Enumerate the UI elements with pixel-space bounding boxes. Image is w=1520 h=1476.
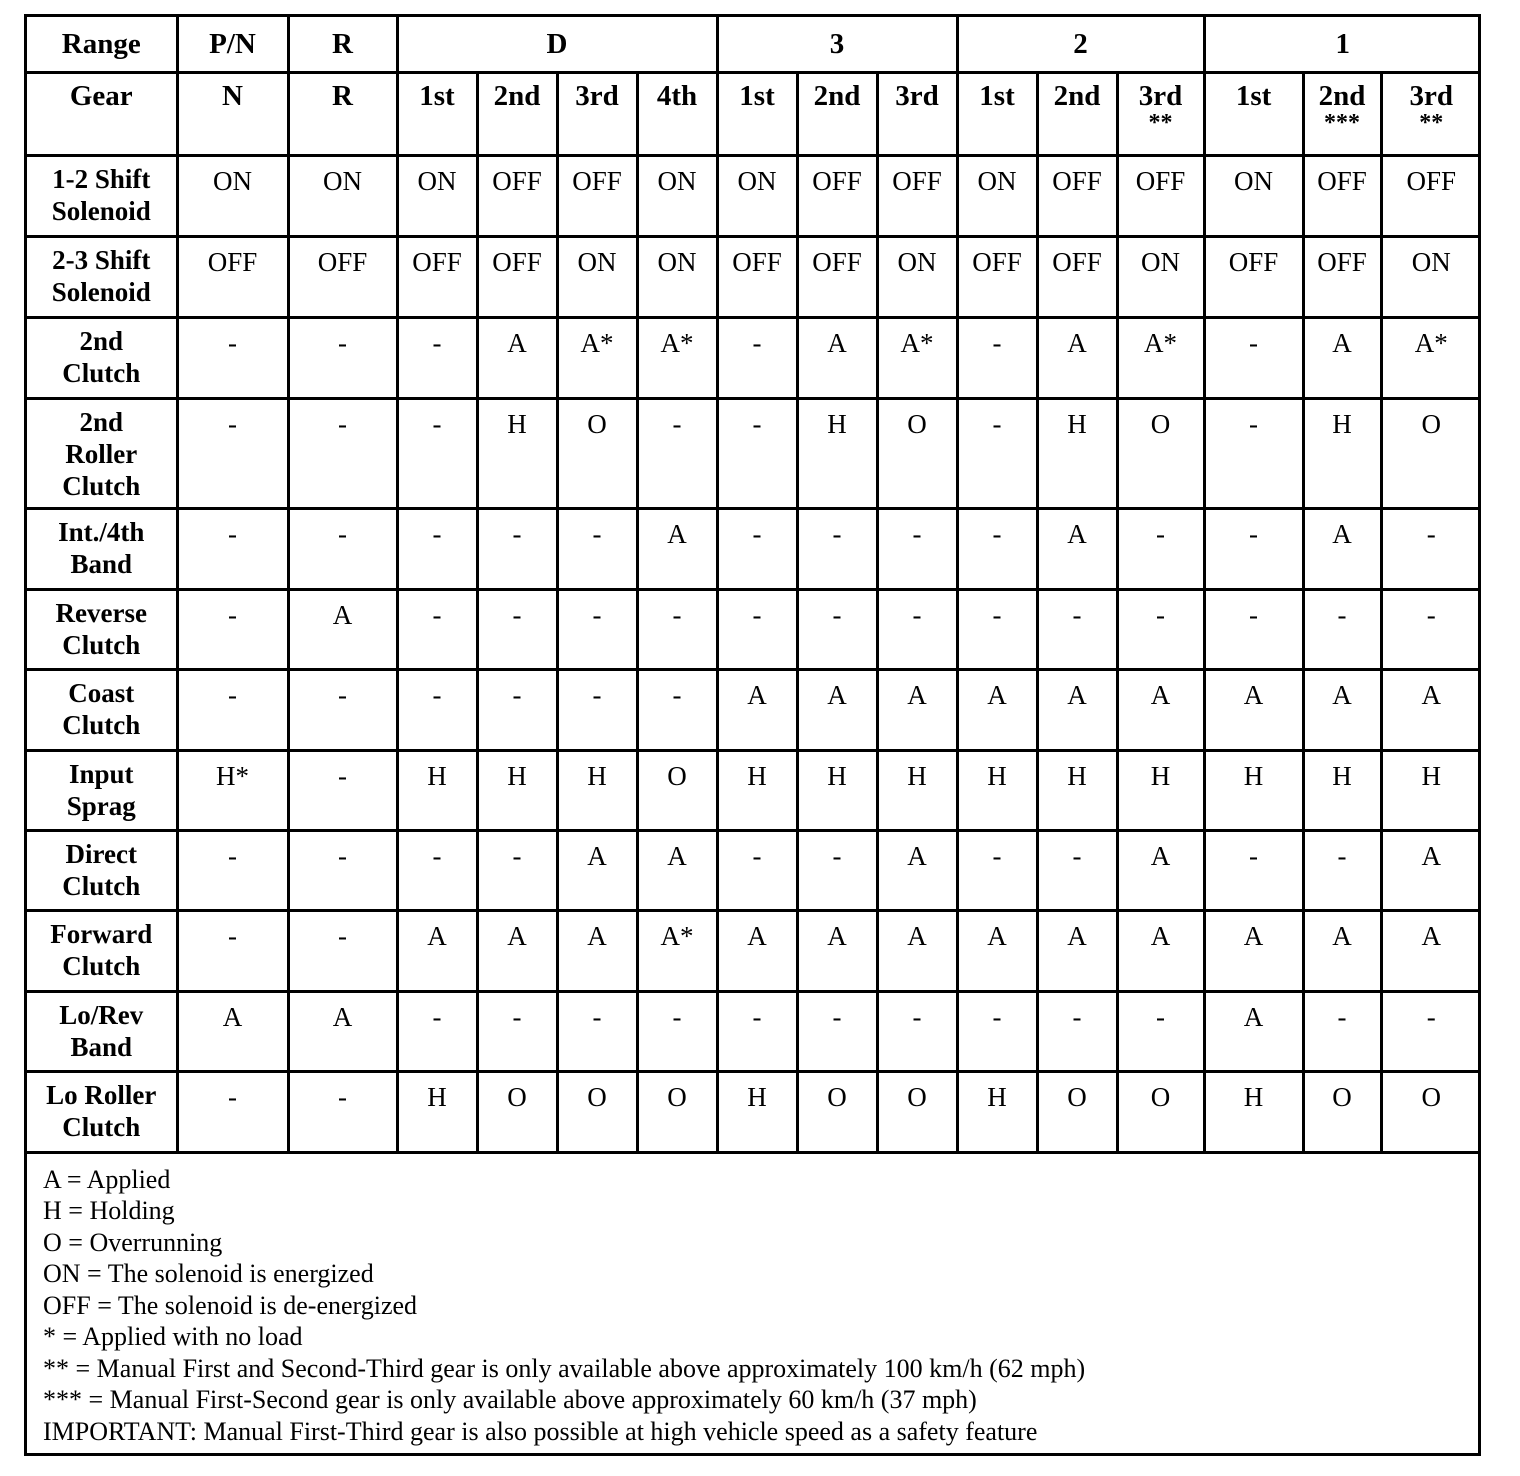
component-row — [27, 589, 1480, 669]
state-cell: H — [1381, 750, 1480, 830]
state-cell: A — [1117, 830, 1204, 910]
state-cell: - — [288, 317, 397, 398]
gear-label: 2nd — [813, 79, 861, 112]
component-label — [27, 589, 177, 669]
state-cell: OFF — [1303, 236, 1381, 317]
state-cell: - — [557, 589, 637, 669]
state-cell: O — [1117, 398, 1204, 508]
component-label — [27, 830, 177, 910]
state-cell: H — [557, 750, 637, 830]
state-cell: H — [1303, 398, 1381, 508]
state-cell: H — [797, 398, 877, 508]
gear-label: 1st — [739, 79, 775, 112]
state-cell: OFF — [717, 236, 797, 317]
component-application-table — [27, 17, 1480, 1154]
state-cell: H — [957, 1071, 1037, 1152]
state-cell: - — [1037, 830, 1117, 910]
state-cell: OFF — [557, 155, 637, 236]
state-cell: - — [1381, 991, 1480, 1071]
state-cell: ON — [177, 155, 288, 236]
state-cell: - — [1381, 589, 1480, 669]
state-cell: ON — [877, 236, 957, 317]
state-cell: - — [717, 991, 797, 1071]
state-cell: ON — [957, 155, 1037, 236]
gear-label: 1st — [419, 79, 455, 112]
state-cell: A* — [1381, 317, 1480, 398]
state-cell: - — [397, 669, 477, 750]
state-cell: - — [957, 508, 1037, 589]
row-label-line: Lo/Rev — [59, 999, 144, 1030]
state-cell: - — [288, 830, 397, 910]
state-cell: A — [957, 669, 1037, 750]
state-cell: O — [877, 398, 957, 508]
range-row — [27, 17, 1480, 72]
state-cell: A — [1303, 910, 1381, 991]
gear-header-cell — [1117, 72, 1204, 155]
state-cell: O — [557, 398, 637, 508]
state-cell: - — [177, 669, 288, 750]
state-cell: A — [1204, 669, 1303, 750]
state-cell: - — [177, 317, 288, 398]
state-cell: O — [477, 1071, 557, 1152]
gear-header-cell — [1204, 72, 1303, 155]
component-label — [27, 669, 177, 750]
state-cell: OFF — [477, 236, 557, 317]
state-cell: O — [797, 1071, 877, 1152]
state-cell: - — [177, 830, 288, 910]
state-cell: - — [797, 508, 877, 589]
state-cell: A — [877, 830, 957, 910]
state-cell: A — [397, 910, 477, 991]
state-cell: H — [957, 750, 1037, 830]
gear-label: 3rd — [1138, 79, 1183, 112]
legend — [27, 1154, 1478, 1448]
state-cell: H — [877, 750, 957, 830]
state-cell: - — [1204, 508, 1303, 589]
gear-label: 4th — [656, 79, 698, 112]
state-cell: - — [557, 669, 637, 750]
state-cell: - — [717, 508, 797, 589]
component-label — [27, 991, 177, 1071]
state-cell: A* — [1117, 317, 1204, 398]
row-label-line: Clutch — [62, 1111, 141, 1142]
state-cell: A — [1037, 910, 1117, 991]
state-cell: A* — [557, 317, 637, 398]
state-cell: ON — [557, 236, 637, 317]
component-row — [27, 236, 1480, 317]
state-cell: - — [957, 589, 1037, 669]
state-cell: - — [1204, 398, 1303, 508]
component-row — [27, 508, 1480, 589]
state-cell: - — [1117, 589, 1204, 669]
state-cell: - — [477, 830, 557, 910]
state-cell: - — [797, 589, 877, 669]
component-row — [27, 398, 1480, 508]
state-cell: - — [1204, 589, 1303, 669]
row-label-line: 2-3 Shift — [52, 244, 151, 275]
state-cell: H — [1204, 1071, 1303, 1152]
state-cell: H — [1204, 750, 1303, 830]
component-row — [27, 750, 1480, 830]
state-cell: A — [717, 669, 797, 750]
state-cell: A — [1381, 910, 1480, 991]
state-cell: - — [1303, 589, 1381, 669]
state-cell: - — [797, 830, 877, 910]
range-header-label: Range — [27, 17, 177, 72]
gear-header-cell — [477, 72, 557, 155]
row-label-line: Clutch — [62, 470, 141, 501]
component-label — [27, 750, 177, 830]
gear-header-cell — [717, 72, 797, 155]
state-cell: A — [1037, 317, 1117, 398]
state-cell: A — [1117, 910, 1204, 991]
row-label-line: Clutch — [62, 870, 141, 901]
state-cell: A — [557, 830, 637, 910]
row-label-line: Clutch — [62, 709, 141, 740]
component-row — [27, 830, 1480, 910]
state-cell: A — [1303, 317, 1381, 398]
state-cell: - — [717, 589, 797, 669]
state-cell: - — [477, 991, 557, 1071]
component-label — [27, 1071, 177, 1152]
shift-chart — [24, 14, 1481, 1456]
state-cell: H — [797, 750, 877, 830]
state-cell: ON — [288, 155, 397, 236]
row-label-line: Direct — [65, 838, 137, 869]
state-cell: - — [1303, 991, 1381, 1071]
state-cell: H — [477, 750, 557, 830]
state-cell: - — [477, 589, 557, 669]
row-label-line: Input — [68, 758, 134, 789]
state-cell: A — [877, 910, 957, 991]
state-cell: A — [1381, 669, 1480, 750]
gear-label: 3rd — [575, 79, 619, 112]
state-cell: ON — [397, 155, 477, 236]
state-cell: OFF — [1303, 155, 1381, 236]
gear-label: 2nd — [493, 79, 541, 112]
row-label-line: Clutch — [62, 357, 141, 388]
state-cell: ON — [637, 236, 717, 317]
row-label-line: Forward — [50, 918, 153, 949]
state-cell: ON — [637, 155, 717, 236]
row-label-line: Band — [70, 548, 133, 579]
legend-line: H = Holding — [43, 1196, 175, 1225]
state-cell: A — [797, 669, 877, 750]
state-cell: A — [1303, 508, 1381, 589]
component-label — [27, 398, 177, 508]
gear-header-cell — [1381, 72, 1480, 155]
state-cell: OFF — [797, 155, 877, 236]
state-cell: - — [637, 991, 717, 1071]
row-label-line: Roller — [65, 438, 138, 469]
gear-row — [27, 72, 1480, 155]
state-cell: - — [397, 589, 477, 669]
gear-footnote-marker: ** — [1148, 109, 1173, 136]
state-cell: - — [1117, 991, 1204, 1071]
state-cell: A — [1204, 910, 1303, 991]
state-cell: A — [477, 317, 557, 398]
row-label-line: Coast — [68, 677, 135, 708]
gear-header-label: Gear — [27, 72, 177, 155]
state-cell: - — [177, 1071, 288, 1152]
range-header-cell: 1 — [1204, 17, 1480, 72]
range-header-cell: D — [397, 17, 717, 72]
gear-label: 1st — [979, 79, 1015, 112]
state-cell: H — [1037, 398, 1117, 508]
state-cell: - — [1037, 589, 1117, 669]
component-row — [27, 1071, 1480, 1152]
component-row — [27, 910, 1480, 991]
range-header-cell: R — [288, 17, 397, 72]
gear-header-cell — [797, 72, 877, 155]
state-cell: A — [1303, 669, 1381, 750]
component-row — [27, 317, 1480, 398]
state-cell: - — [717, 398, 797, 508]
gear-header-cell — [397, 72, 477, 155]
state-cell: A — [1037, 669, 1117, 750]
range-header-cell: 3 — [717, 17, 957, 72]
state-cell: - — [957, 398, 1037, 508]
state-cell: A — [1037, 508, 1117, 589]
state-cell: OFF — [1381, 155, 1480, 236]
row-label-line: Int./4th — [58, 516, 145, 547]
state-cell: A — [477, 910, 557, 991]
state-cell: - — [288, 1071, 397, 1152]
state-cell: H — [397, 750, 477, 830]
row-label-line: 2nd — [79, 325, 124, 356]
gear-footnote-marker: *** — [1324, 109, 1361, 136]
state-cell: OFF — [1117, 155, 1204, 236]
gear-header-cell — [957, 72, 1037, 155]
gear-label: 3rd — [895, 79, 939, 112]
state-cell: - — [1037, 991, 1117, 1071]
state-cell: - — [397, 317, 477, 398]
state-cell: O — [637, 1071, 717, 1152]
state-cell: A — [797, 317, 877, 398]
state-cell: O — [1117, 1071, 1204, 1152]
state-cell: - — [957, 830, 1037, 910]
legend-line: OFF = The solenoid is de-energized — [43, 1290, 418, 1320]
state-cell: - — [477, 669, 557, 750]
legend-line: O = Overrunning — [43, 1227, 223, 1257]
state-cell: - — [637, 589, 717, 669]
legend-line: ** = Manual First and Second-Third gear is only available above approximately 100 km/h (62 mph) — [43, 1353, 1086, 1383]
state-cell: OFF — [288, 236, 397, 317]
gear-header-cell — [1303, 72, 1381, 155]
state-cell: A — [1117, 669, 1204, 750]
state-cell: OFF — [797, 236, 877, 317]
gear-label: 2nd — [1318, 79, 1366, 112]
legend-line: IMPORTANT: Manual First-Third gear is also possible at high vehicle speed as a safety feature — [43, 1416, 1038, 1446]
state-cell: - — [397, 508, 477, 589]
gear-header-cell — [288, 72, 397, 155]
state-cell: - — [477, 508, 557, 589]
row-label-line: Reverse — [55, 597, 147, 628]
component-row — [27, 669, 1480, 750]
state-cell: A* — [637, 910, 717, 991]
state-cell: - — [797, 991, 877, 1071]
state-cell: - — [1303, 830, 1381, 910]
state-cell: OFF — [177, 236, 288, 317]
row-label-line: Lo Roller — [46, 1079, 157, 1110]
state-cell: A — [637, 830, 717, 910]
state-cell: - — [288, 669, 397, 750]
component-label — [27, 317, 177, 398]
state-cell: H — [477, 398, 557, 508]
gear-header-cell — [557, 72, 637, 155]
state-cell: O — [1381, 1071, 1480, 1152]
legend-line: * = Applied with no load — [43, 1322, 303, 1351]
state-cell: - — [957, 317, 1037, 398]
state-cell: O — [877, 1071, 957, 1152]
state-cell: OFF — [1037, 236, 1117, 317]
state-cell: O — [557, 1071, 637, 1152]
state-cell: - — [957, 991, 1037, 1071]
state-cell: - — [1381, 508, 1480, 589]
gear-footnote-marker: ** — [1419, 109, 1444, 136]
state-cell: - — [177, 589, 288, 669]
gear-label: N — [222, 79, 243, 112]
state-cell: A* — [877, 317, 957, 398]
legend-line: A = Applied — [43, 1164, 171, 1194]
state-cell: - — [397, 991, 477, 1071]
state-cell: A — [288, 991, 397, 1071]
row-label-line: Clutch — [62, 629, 141, 660]
component-label — [27, 508, 177, 589]
state-cell: - — [637, 669, 717, 750]
state-cell: A* — [637, 317, 717, 398]
gear-header-cell — [877, 72, 957, 155]
row-label-line: 1-2 Shift — [52, 163, 151, 194]
state-cell: A — [1381, 830, 1480, 910]
legend-line: *** = Manual First-Second gear is only available above approximately 60 km/h (37 mph) — [43, 1385, 977, 1414]
state-cell: - — [397, 830, 477, 910]
state-cell: H — [397, 1071, 477, 1152]
state-cell: H* — [177, 750, 288, 830]
state-cell: H — [717, 750, 797, 830]
state-cell: OFF — [957, 236, 1037, 317]
component-row — [27, 991, 1480, 1071]
state-cell: A — [288, 589, 397, 669]
gear-label: 1st — [1235, 79, 1272, 112]
legend-line: ON = The solenoid is energized — [43, 1259, 374, 1288]
state-cell: O — [1037, 1071, 1117, 1152]
state-cell: ON — [717, 155, 797, 236]
state-cell: - — [717, 830, 797, 910]
state-cell: - — [1204, 317, 1303, 398]
state-cell: H — [1037, 750, 1117, 830]
gear-header-cell — [637, 72, 717, 155]
state-cell: O — [1303, 1071, 1381, 1152]
state-cell: - — [177, 398, 288, 508]
component-label — [27, 155, 177, 236]
gear-label: 3rd — [1409, 79, 1454, 112]
state-cell: OFF — [1204, 236, 1303, 317]
state-cell: OFF — [1037, 155, 1117, 236]
state-cell: A — [177, 991, 288, 1071]
range-header-cell: 2 — [957, 17, 1204, 72]
component-label — [27, 910, 177, 991]
component-row — [27, 155, 1480, 236]
state-cell: - — [1204, 830, 1303, 910]
component-label — [27, 236, 177, 317]
range-header-cell: P/N — [177, 17, 288, 72]
row-label-line: Sprag — [66, 790, 136, 821]
state-cell: - — [288, 508, 397, 589]
state-cell: OFF — [877, 155, 957, 236]
state-cell: - — [1117, 508, 1204, 589]
state-cell: - — [557, 508, 637, 589]
state-cell: - — [877, 991, 957, 1071]
state-cell: A — [957, 910, 1037, 991]
row-label-line: 2nd — [79, 406, 124, 437]
state-cell: OFF — [477, 155, 557, 236]
state-cell: - — [397, 398, 477, 508]
state-cell: OFF — [397, 236, 477, 317]
state-cell: ON — [1117, 236, 1204, 317]
state-cell: - — [717, 317, 797, 398]
state-cell: - — [877, 508, 957, 589]
state-cell: - — [288, 750, 397, 830]
gear-label: R — [332, 79, 353, 112]
row-label-line: Band — [70, 1031, 133, 1062]
state-cell: A — [877, 669, 957, 750]
row-label-line: Solenoid — [51, 276, 151, 307]
gear-label: 2nd — [1053, 79, 1101, 112]
state-cell: - — [177, 910, 288, 991]
state-cell: O — [1381, 398, 1480, 508]
state-cell: H — [717, 1071, 797, 1152]
state-cell: - — [637, 398, 717, 508]
gear-header-cell — [177, 72, 288, 155]
state-cell: O — [637, 750, 717, 830]
state-cell: ON — [1204, 155, 1303, 236]
state-cell: A — [797, 910, 877, 991]
row-label-line: Solenoid — [51, 195, 151, 226]
row-label-line: Clutch — [62, 950, 141, 981]
state-cell: - — [177, 508, 288, 589]
state-cell: A — [637, 508, 717, 589]
gear-header-cell — [1037, 72, 1117, 155]
state-cell: A — [717, 910, 797, 991]
state-cell: - — [288, 910, 397, 991]
state-cell: - — [557, 991, 637, 1071]
state-cell: - — [877, 589, 957, 669]
state-cell: A — [557, 910, 637, 991]
state-cell: A — [1204, 991, 1303, 1071]
state-cell: ON — [1381, 236, 1480, 317]
state-cell: - — [288, 398, 397, 508]
state-cell: H — [1117, 750, 1204, 830]
state-cell: H — [1303, 750, 1381, 830]
